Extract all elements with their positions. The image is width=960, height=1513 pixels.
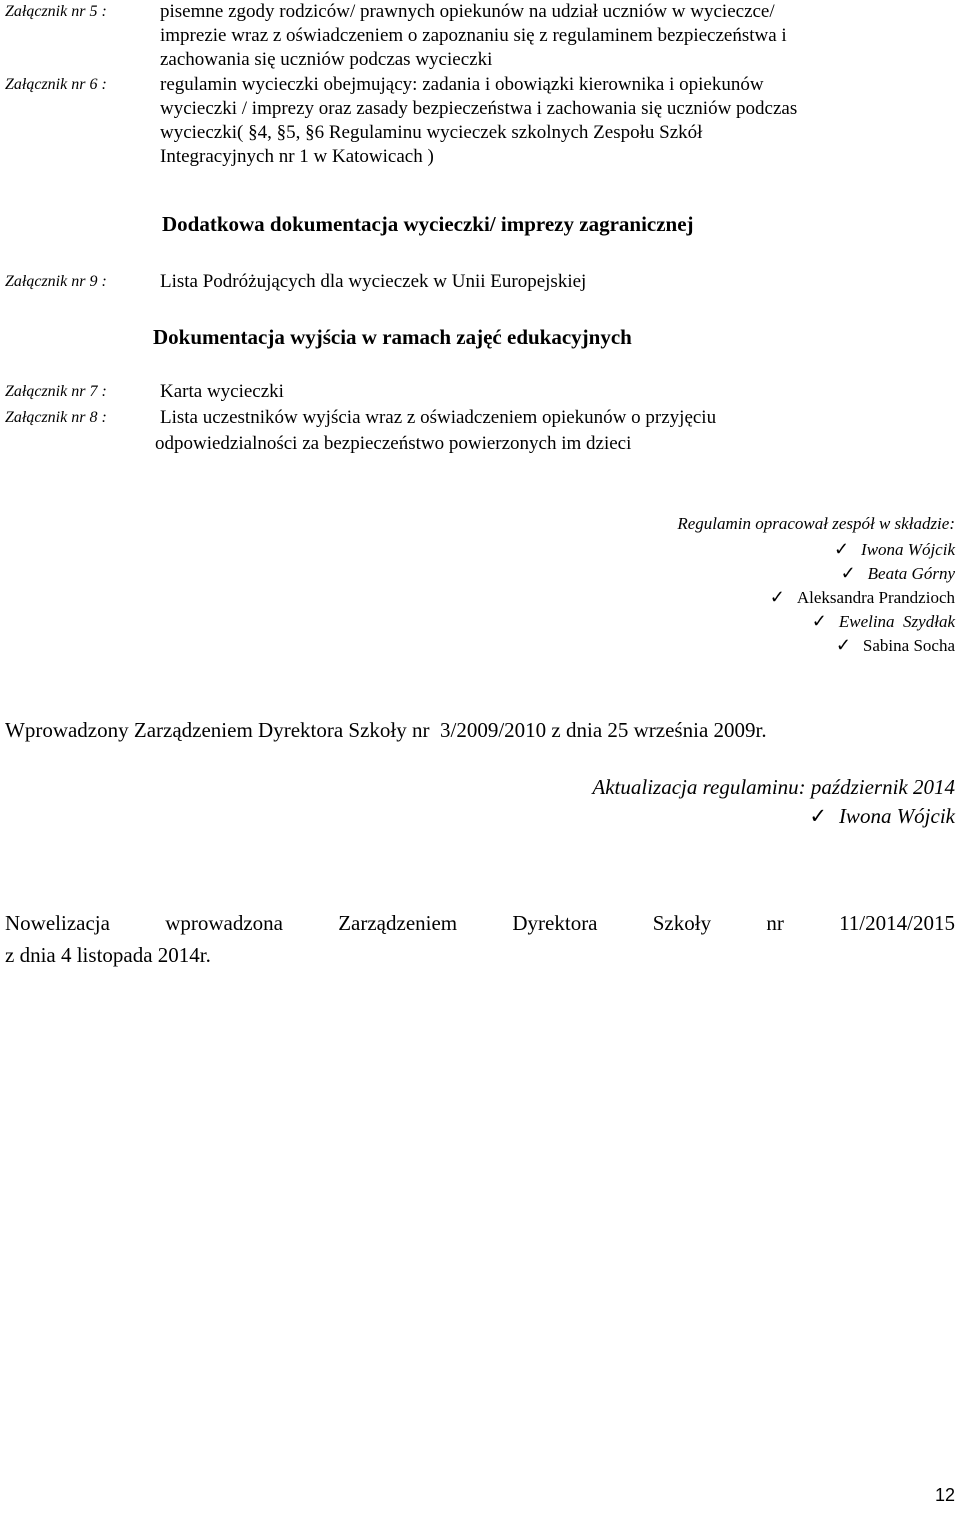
amendment-word: Zarządzeniem: [338, 911, 458, 935]
attachment-5-text-line-1: pisemne zgody rodziców/ prawnych opiekunów na udział uczniów w wycieczce/: [160, 1, 775, 22]
amendment-line-1: [5, 909, 955, 937]
attachment-6-text-line-3: wycieczki( §4, §5, §6 Regulaminu wycieczek szkolnych Zespołu Szkół: [160, 122, 703, 143]
amendment-word: nr: [766, 911, 784, 935]
introduced-statement: Wprowadzony Zarządzeniem Dyrektora Szkoły nr 3/2009/2010 z dnia 25 września 2009r.: [5, 718, 767, 742]
amendment-word: 11/2014/2015: [839, 911, 955, 935]
attachment-8-text-line-2: odpowiedzialności za bezpieczeństwo powierzonych im dzieci: [155, 433, 632, 454]
attachment-7-label: Załącznik nr 7 :: [5, 383, 107, 400]
team-member: [841, 561, 955, 586]
attachment-5-text-line-2: imprezie wraz z oświadczeniem o zapoznaniu się z regulaminem bezpieczeństwa i: [160, 25, 787, 46]
attachment-8-label: Załącznik nr 8 :: [5, 409, 107, 426]
amendment-word: wprowadzona: [165, 911, 283, 935]
team-member-name: Ewelina Szydłak: [838, 612, 955, 631]
team-member: [834, 537, 955, 562]
amendment-line-2: z dnia 4 listopada 2014r.: [5, 943, 211, 967]
attachment-8-text-line-1: Lista uczestników wyjścia wraz z oświadczeniem opiekunów o przyjęciu: [160, 407, 717, 428]
heading-foreign-trip: Dodatkowa dokumentacja wycieczki/ imprezy zagranicznej: [162, 212, 694, 236]
check-icon: ✓: [769, 587, 785, 607]
amendment-word: Dyrektora: [512, 911, 598, 935]
heading-educational-exit: Dokumentacja wyjścia w ramach zajęć edukacyjnych: [153, 325, 632, 349]
attachment-6-label: Załącznik nr 6 :: [5, 76, 107, 93]
check-icon: ✓: [840, 563, 856, 583]
attachment-7-text: Karta wycieczki: [160, 381, 284, 402]
update-statement: Aktualizacja regulaminu: październik 2014: [592, 775, 955, 799]
update-author-name: Iwona Wójcik: [838, 804, 955, 828]
check-icon: ✓: [835, 635, 851, 655]
attachment-5-label: Załącznik nr 5 :: [5, 3, 107, 20]
attachment-9-text: Lista Podróżujących dla wycieczek w Unii Europejskiej: [160, 271, 587, 292]
check-icon: ✓: [809, 804, 827, 828]
team-member: [770, 585, 955, 610]
team-member-name: Iwona Wójcik: [861, 540, 955, 559]
attachment-6-text-line-4: Integracyjnych nr 1 w Katowicach ): [160, 146, 434, 167]
team-member-name: Aleksandra Prandzioch: [796, 588, 955, 607]
amendment-word: Nowelizacja: [5, 911, 110, 935]
amendment-word: Szkoły: [652, 911, 712, 935]
team-member-name: Beata Górny: [867, 564, 955, 583]
attachment-5-text-line-3: zachowania się uczniów podczas wycieczki: [160, 49, 493, 70]
page-number: 12: [934, 1485, 955, 1505]
check-icon: ✓: [833, 539, 850, 559]
attachment-6-text-line-2: wycieczki / imprezy oraz zasady bezpieczeństwa i zachowania się uczniów podczas: [160, 98, 798, 119]
update-author: [809, 802, 955, 830]
team-member: [836, 633, 955, 658]
attachment-6-text-line-1: regulamin wycieczki obejmujący: zadania i obowiązki kierownika i opiekunów: [160, 74, 764, 95]
check-icon: ✓: [811, 611, 827, 631]
attachment-9-label: Załącznik nr 9 :: [5, 273, 107, 290]
team-member: [812, 609, 955, 634]
team-member-name: Sabina Socha: [862, 636, 955, 655]
team-title: Regulamin opracował zespół w składzie:: [677, 514, 955, 533]
